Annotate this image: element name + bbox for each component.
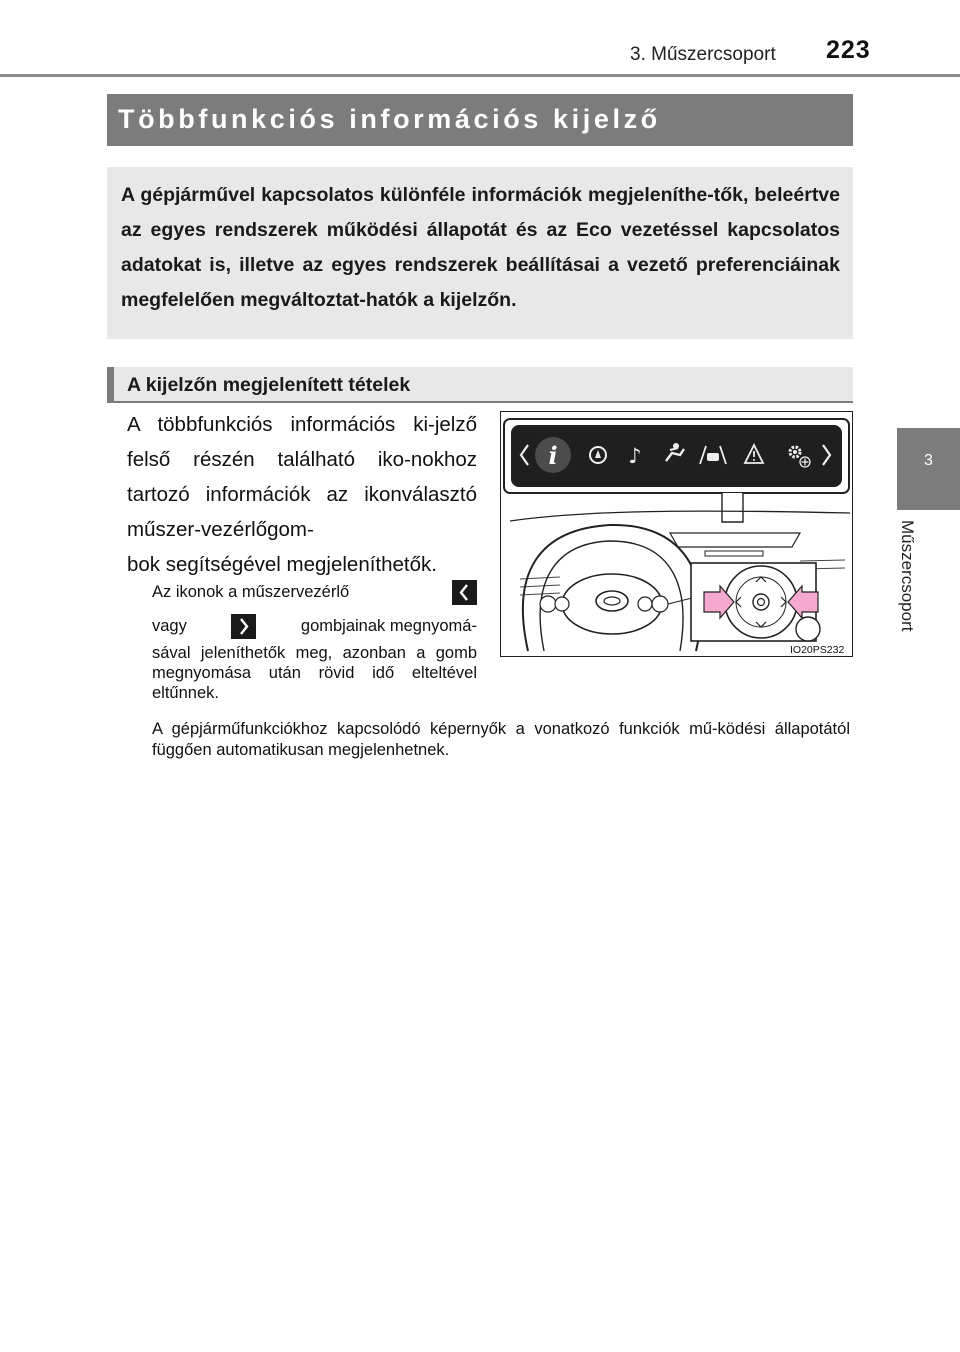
chapter-tab-number: 3 — [924, 452, 933, 469]
chapter-title: 3. Műszercsoport — [630, 44, 776, 65]
note-auto-display: A gépjárműfunkciókhoz kapcsolódó képernyők a vonatkozó funkciók mű-ködési állapotától függően automatikusan megjelenhetnek. — [152, 720, 850, 759]
note-line-1 — [152, 575, 477, 609]
note-line-1-text: Az ikonok a műszervezérlő — [152, 582, 350, 601]
note-icons — [152, 575, 477, 703]
svg-text:♪: ♪ — [628, 444, 642, 468]
page-title: Többfunkciós információs kijelző — [118, 104, 661, 134]
body-paragraph — [127, 407, 477, 582]
intro-box — [107, 167, 853, 339]
intro-text: A gépjárművel kapcsolatos különféle információk megjeleníthe-tők, beleértve az egyes rendszerek működési állapotát és az Eco vezetéssel kapcsolatos adatokat is, illetve az egyes rendszerek beállításai a vezető preferenciáinak megfelelően megváltoztat-hatók a kijelzőn. — [121, 184, 840, 311]
music-note-icon — [628, 444, 641, 468]
body-paragraph-last-line: bok segítségével megjeleníthetők. — [127, 553, 437, 576]
body-paragraph-main: A többfunkciós információs ki-jelző felső részén található iko-nokhoz tartozó információk az ikonválasztó műszer-vezérlőgom- — [127, 413, 477, 541]
info-icon — [535, 437, 571, 473]
chapter-side-label — [897, 520, 937, 660]
chevron-left-button-icon — [452, 580, 477, 605]
page-number: 223 — [826, 36, 871, 64]
figure-illustration — [500, 411, 853, 657]
section-title-bar — [107, 94, 853, 146]
figure-id: IO20PS232 — [790, 644, 845, 656]
figure-steering-display — [500, 411, 853, 657]
note-rest-text: sával jeleníthetők meg, azonban a gomb megnyomása után rövid idő elteltével eltűnnek. — [152, 644, 477, 702]
section-heading-text: A kijelzőn megjelenített tételek — [127, 374, 411, 396]
chevron-right-button-icon — [231, 614, 256, 639]
note-line-2-a: vagy — [152, 616, 187, 635]
note-line-2-b: gombjainak megnyomá- — [300, 616, 477, 635]
header-rule — [0, 74, 960, 77]
svg-text:i: i — [548, 441, 558, 470]
chapter-tab[interactable] — [897, 428, 960, 510]
chapter-side-label-text: Műszercsoport — [898, 520, 917, 632]
note-line-2 — [152, 609, 477, 643]
section-heading — [107, 367, 853, 403]
